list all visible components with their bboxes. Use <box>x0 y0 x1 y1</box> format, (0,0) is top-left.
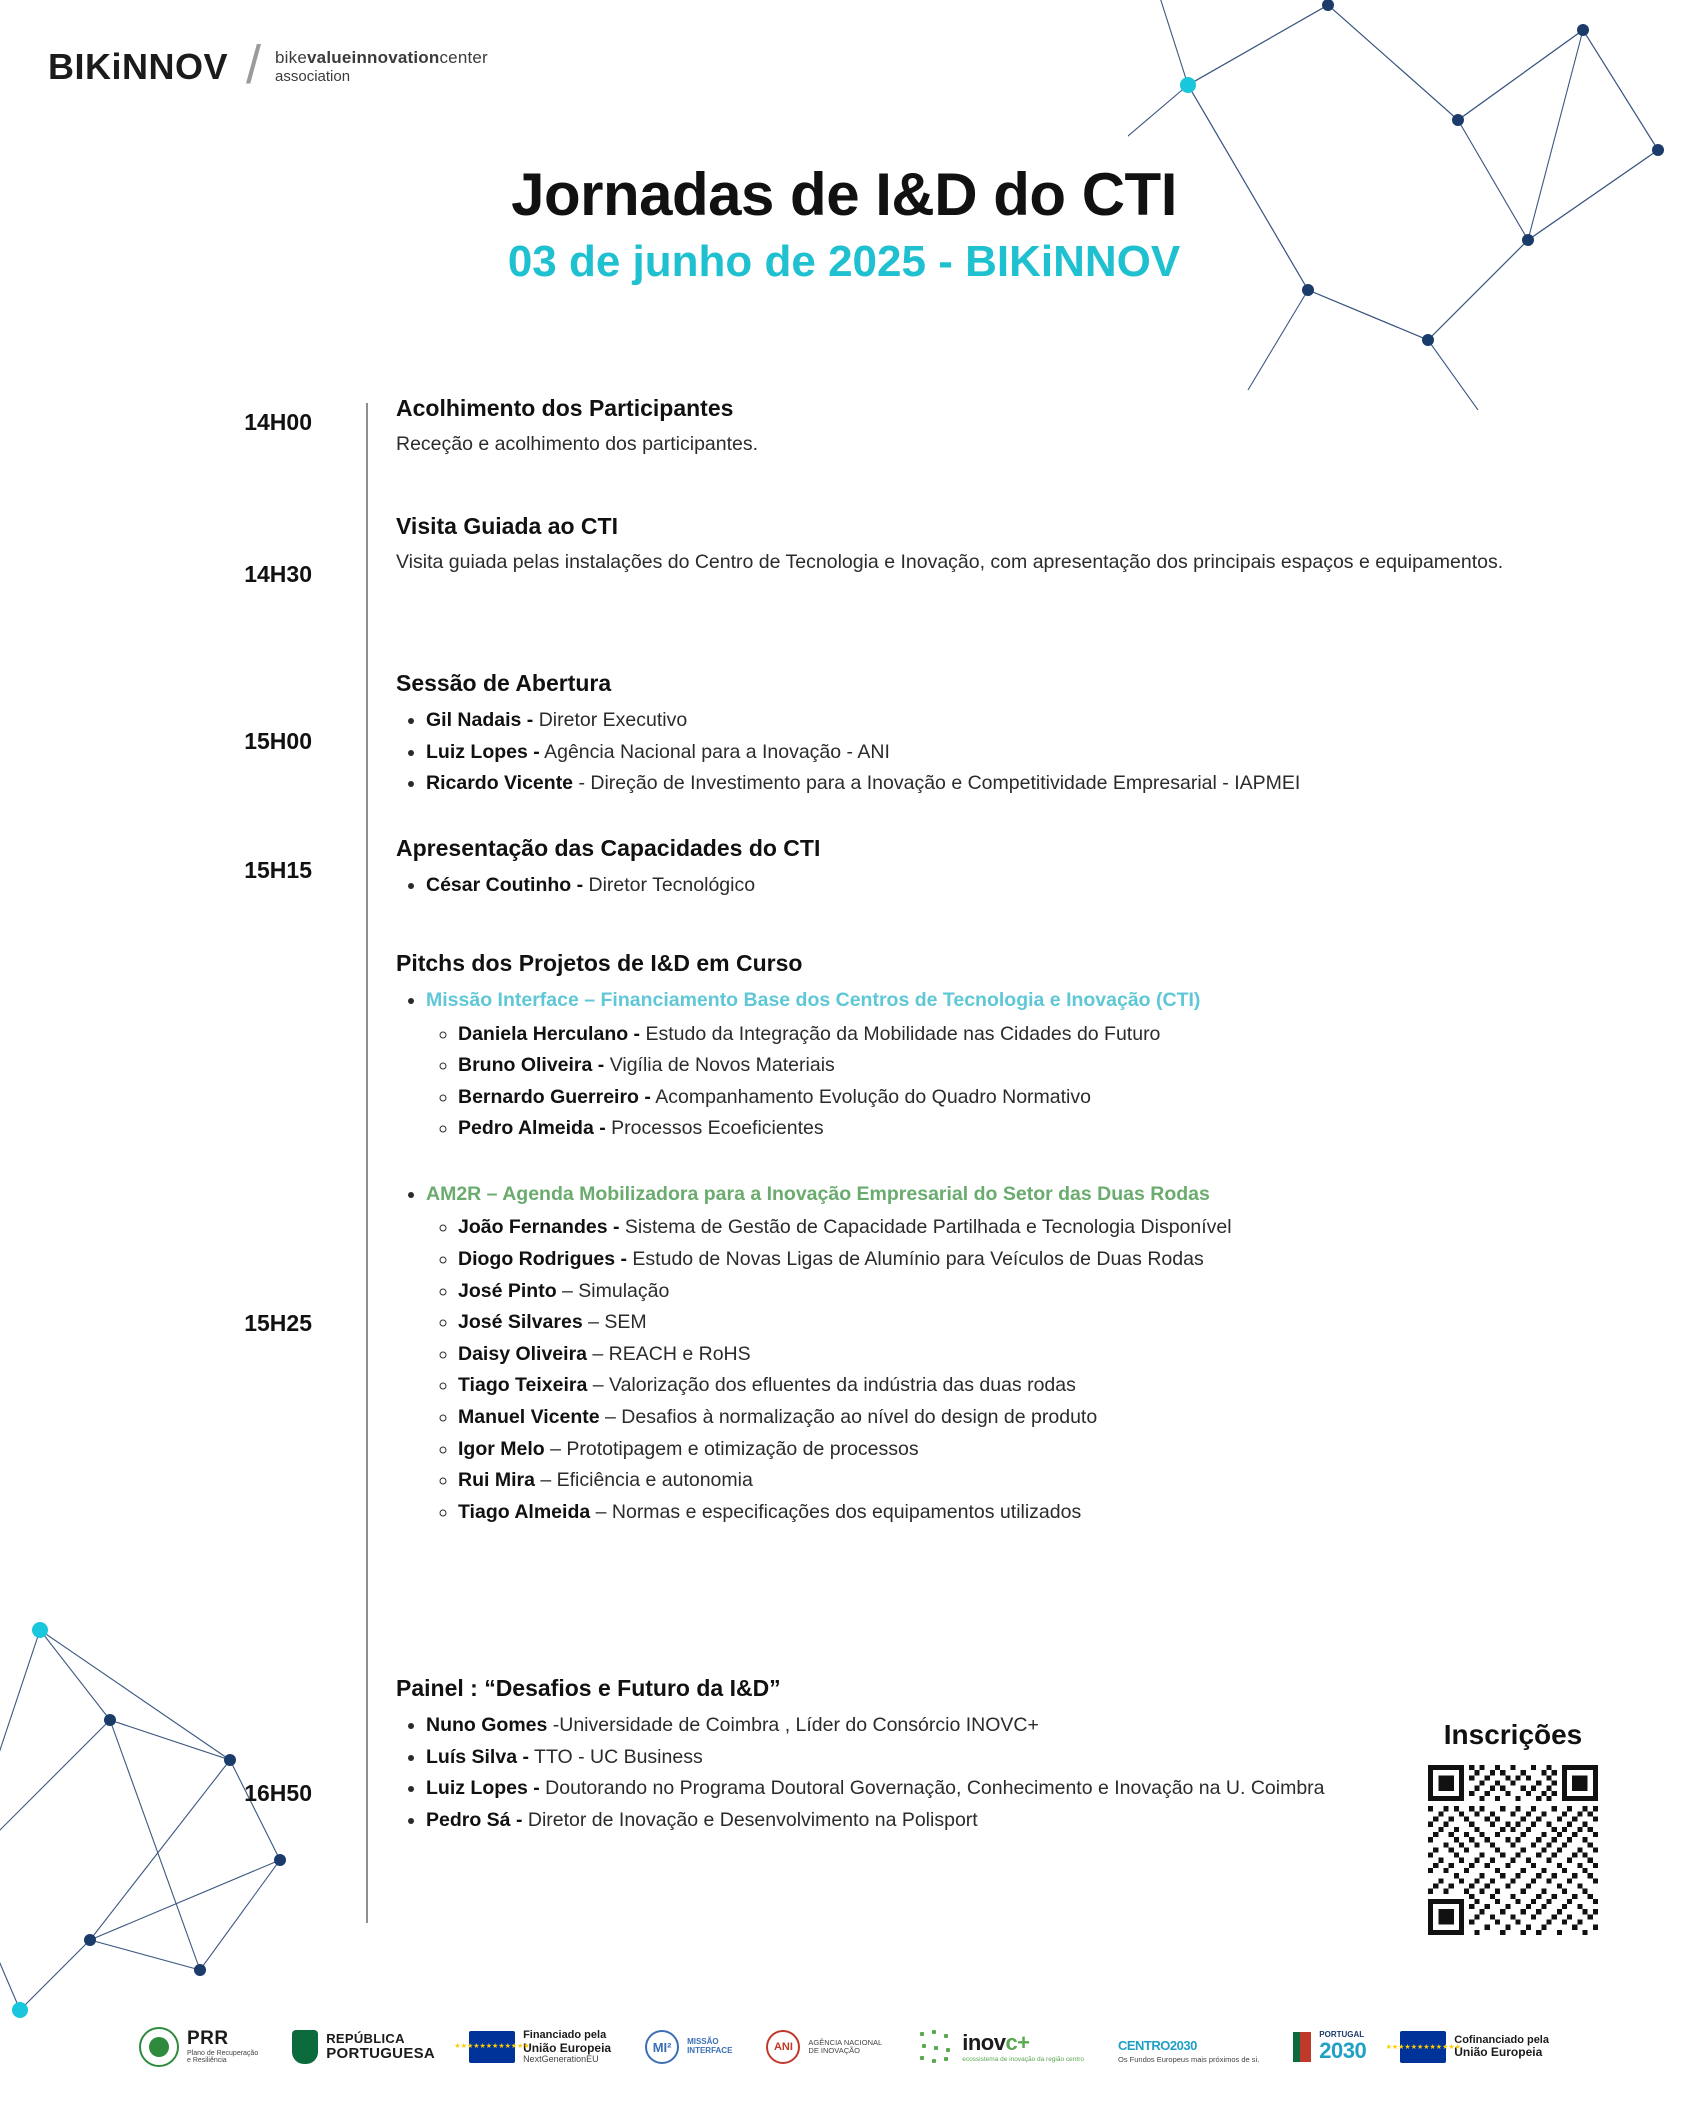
agenda-row <box>0 395 1688 459</box>
pitch-group-label: Missão Interface – Financiamento Base dos Centros de Tecnologia e Inovação (CTI) <box>426 989 1201 1011</box>
logo-inovc <box>916 2028 1084 2066</box>
logo-centro2030 <box>1118 2030 1259 2065</box>
pitch-speaker-list <box>426 1019 1598 1145</box>
agenda-speaker-list <box>396 705 1598 800</box>
list-item: • Luiz Lopes - Doutorando no Programa Doutoral Governação, Conhecimento e Inovação na U. Coimbra <box>426 1773 1598 1805</box>
agenda-session-title: Sessão de Abertura <box>396 670 612 696</box>
page-title-block <box>0 160 1688 287</box>
inovc-name-b: c+ <box>1005 2030 1030 2056</box>
agenda-row <box>0 670 1688 800</box>
agenda-time: 15H00 <box>244 728 312 754</box>
brand-wordmark: BIKiNNOV <box>48 46 229 87</box>
agenda-session-title: Painel : “Desafios e Futuro da I&D” <box>396 1675 781 1701</box>
agenda-speaker-list <box>396 870 1598 902</box>
portugal-flag-icon <box>1293 2032 1311 2062</box>
list-item: ◦ Igor Melo – Prototipagem e otimização de processos <box>458 1434 1598 1466</box>
list-item: • César Coutinho - Diretor Tecnológico <box>426 870 1598 902</box>
list-item: • Ricardo Vicente - Direção de Investimento para a Inovação e Competitividade Empresarial - IAPMEI <box>426 768 1598 800</box>
centro-num: 2030 <box>1169 2037 1197 2053</box>
inovc-dots-icon <box>916 2028 954 2066</box>
agenda-time: 15H15 <box>244 857 312 883</box>
list-item: ◦ Manuel Vicente – Desafios à normalização ao nível do design de produto <box>458 1402 1598 1434</box>
list-item: ◦ Daisy Oliveira – REACH e RoHS <box>458 1339 1598 1371</box>
agenda-session-description: Receção e acolhimento dos participantes. <box>396 433 759 455</box>
financiado-line2: União Europeia <box>523 2040 612 2055</box>
brand-tagline-line2: association <box>275 68 351 86</box>
republica-line1: REPÚBLICA <box>326 2030 405 2046</box>
inovc-name-a: inov <box>962 2030 1006 2056</box>
agenda-row <box>0 835 1688 902</box>
page-title: Jornadas de I&D do CTI <box>511 161 1177 228</box>
list-item: ◦ José Pinto – Simulação <box>458 1276 1598 1308</box>
footer-logos <box>0 1992 1688 2110</box>
centro-sub: Os Fundos Europeus mais próximos de si. <box>1117 2055 1260 2065</box>
list-item: ◦ José Silvares – SEM <box>458 1307 1598 1339</box>
list-item: ◦ Pedro Almeida - Processos Ecoeficientes <box>458 1113 1598 1145</box>
brand-tagline-line1: bikevalueinnovationcenter <box>275 48 488 67</box>
agenda-session-description: Visita guiada pelas instalações do Centro de Tecnologia e Inovação, com apresentação dos principais espaços e equipamentos. <box>396 551 1504 573</box>
prr-name: PRR <box>187 2027 229 2049</box>
ani-mark-icon: ANI <box>766 2030 800 2064</box>
logo-prr <box>139 2027 258 2067</box>
pitch-group <box>426 1179 1598 1528</box>
financiado-line1: Financiado pela <box>523 2029 607 2042</box>
inovc-sub: ecossistema de inovação da região centro <box>962 2055 1084 2063</box>
registration-label: Inscrições <box>1443 1719 1583 1750</box>
pitch-group-list <box>396 985 1598 1145</box>
pitch-group <box>426 985 1598 1145</box>
pitch-group-label: AM2R – Agenda Mobilizadora para a Inovação Empresarial do Setor das Duas Rodas <box>426 1182 1210 1205</box>
agenda-time: 16H50 <box>244 1780 312 1806</box>
agenda-session-title: Acolhimento dos Participantes <box>396 395 734 421</box>
cofinanciado-line2: União Europeia <box>1454 2045 1543 2060</box>
list-item: • Pedro Sá - Diretor de Inovação e Desenvolvimento na Polisport <box>426 1805 1598 1837</box>
agenda-time: 15H25 <box>244 1310 312 1336</box>
list-item: ◦ Rui Mira – Eficiência e autonomia <box>458 1465 1598 1497</box>
prr-sub1: Plano de Recuperação <box>187 2049 259 2057</box>
page-subtitle: 03 de junho de 2025 - BIKiNNOV <box>507 237 1181 286</box>
centro-name: CENTRO <box>1117 2037 1170 2053</box>
logo-financiado-ue <box>454 2029 612 2064</box>
shield-icon <box>292 2030 318 2064</box>
agenda-time: 14H00 <box>244 409 312 435</box>
list-item: ◦ Daniela Herculano - Estudo da Integração da Mobilidade nas Cidades do Futuro <box>458 1019 1598 1051</box>
cofinanciado-line1: Cofinanciado pela <box>1454 2034 1549 2047</box>
list-item: • Gil Nadais - Diretor Executivo <box>426 705 1598 737</box>
registration-block <box>1398 1719 1628 1935</box>
prr-mark-icon <box>139 2027 179 2067</box>
logo-cofinanciado-ue <box>1385 2031 1549 2063</box>
prr-sub2: e Resiliência <box>187 2057 227 2065</box>
logo-ani <box>766 2030 882 2064</box>
agenda-session-title: Pitchs dos Projetos de I&D em Curso <box>396 950 803 976</box>
eu-flag-icon: ★★★★★★★★★★★★ <box>1400 2031 1446 2063</box>
logo-republica-portuguesa <box>292 2030 435 2064</box>
brand-logo <box>48 35 488 95</box>
list-item: ◦ Diogo Rodrigues - Estudo de Novas Ligas de Alumínio para Veículos de Duas Rodas <box>458 1244 1598 1276</box>
list-item: • Luís Silva - TTO - UC Business <box>426 1742 1598 1774</box>
list-item: ◦ Bruno Oliveira - Vigília de Novos Materiais <box>458 1050 1598 1082</box>
agenda-row <box>0 513 1688 588</box>
logo-portugal2030 <box>1293 2031 1366 2064</box>
list-item: • Nuno Gomes -Universidade de Coimbra , Líder do Consórcio INOVC+ <box>426 1710 1598 1742</box>
financiado-line3: NextGenerationEU <box>523 2053 599 2064</box>
list-item: • Luiz Lopes - Agência Nacional para a Inovação - ANI <box>426 737 1598 769</box>
list-item: ◦ Bernardo Guerreiro - Acompanhamento Evolução do Quadro Normativo <box>458 1082 1598 1114</box>
agenda-session-title: Visita Guiada ao CTI <box>396 513 618 539</box>
eu-flag-icon: ★★★★★★★★★★★★ <box>469 2031 515 2063</box>
missao-line1: MISSÃO <box>687 2037 719 2047</box>
brand-divider-slash: / <box>246 35 262 95</box>
portugal-num: 2030 <box>1319 2038 1367 2064</box>
qr-code[interactable] <box>1428 1765 1598 1935</box>
pitch-speaker-list <box>426 1212 1598 1528</box>
ani-line1: AGÊNCIA NACIONAL <box>808 2037 883 2047</box>
list-item: ◦ João Fernandes - Sistema de Gestão de Capacidade Partilhada e Tecnologia Disponível <box>458 1212 1598 1244</box>
logo-missao-interface <box>645 2030 732 2064</box>
list-item: ◦ Tiago Teixeira – Valorização dos efluentes da indústria das duas rodas <box>458 1370 1598 1402</box>
missao-line2: INTERFACE <box>687 2046 733 2055</box>
republica-line2: PORTUGUESA <box>326 2044 436 2062</box>
portugal-line1: PORTUGAL <box>1319 2029 1365 2039</box>
agenda-row <box>0 950 1688 1528</box>
agenda-session-title: Apresentação das Capacidades do CTI <box>396 835 821 861</box>
pitch-group-list <box>396 1179 1598 1528</box>
missao-interface-mark-icon: MI² <box>645 2030 679 2064</box>
ani-line2: DE INOVAÇÃO <box>808 2046 860 2055</box>
list-item: ◦ Tiago Almeida – Normas e especificações dos equipamentos utilizados <box>458 1497 1598 1529</box>
agenda-time: 14H30 <box>244 561 312 587</box>
